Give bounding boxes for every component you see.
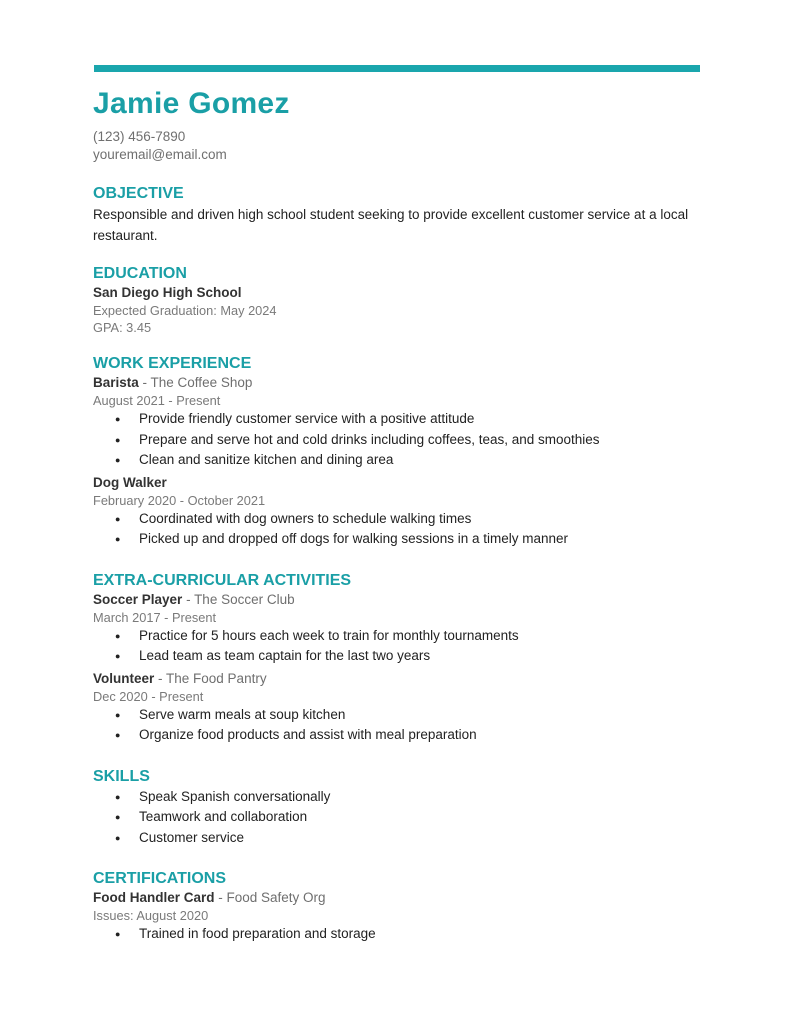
list-item: ● Trained in food preparation and storage (93, 924, 703, 945)
candidate-name: Jamie Gomez (93, 87, 290, 120)
job-title-line (93, 374, 703, 392)
certification-title-line (93, 889, 703, 907)
activity-title-line (93, 670, 703, 688)
section-title-skills: SKILLS (93, 767, 150, 785)
section-title-activities: EXTRA-CURRICULAR ACTIVITIES (93, 571, 352, 589)
list-item: ● Prepare and serve hot and cold drinks including coffees, teas, and smoothies (93, 430, 703, 451)
skills-list (93, 787, 703, 849)
job-role: Barista (93, 375, 139, 390)
list-item: ● Clean and sanitize kitchen and dining area (93, 450, 703, 471)
objective-section (93, 184, 703, 246)
certification-issued: Issues: August 2020 (93, 908, 209, 923)
activity-org: - The Food Pantry (154, 670, 267, 686)
activity-details (93, 705, 703, 746)
activities-section (93, 571, 703, 746)
list-item: ● Practice for 5 hours each week to train for monthly tournaments (93, 626, 703, 647)
list-item: ● Speak Spanish conversationally (93, 787, 703, 808)
job-dates: August 2021 - Present (93, 393, 221, 408)
list-item: ● Teamwork and collaboration (93, 807, 703, 828)
job-entry (93, 474, 703, 550)
resume-page (93, 86, 703, 945)
job-duties (93, 409, 703, 471)
list-item: ● Coordinated with dog owners to schedule walking times (93, 509, 703, 530)
skills-section (93, 767, 703, 849)
activity-details (93, 626, 703, 667)
list-item: ● Customer service (93, 828, 703, 849)
activity-title-line (93, 591, 703, 609)
activity-org: - The Soccer Club (182, 591, 295, 607)
job-role: Dog Walker (93, 474, 167, 490)
activity-dates: March 2017 - Present (93, 609, 217, 625)
job-employer: - The Coffee Shop (138, 375, 253, 390)
gpa: GPA: 3.45 (93, 320, 152, 335)
activity-dates: Dec 2020 - Present (93, 688, 204, 704)
section-title-objective: OBJECTIVE (93, 185, 184, 202)
section-title-work: WORK EXPERIENCE (93, 355, 252, 372)
activity-entry (93, 670, 703, 746)
activity-role: Volunteer (93, 670, 155, 686)
certification-entry (93, 889, 703, 945)
graduation-date: Expected Graduation: May 2024 (93, 303, 277, 318)
list-item: ● Lead team as team captain for the last two years (93, 646, 703, 667)
contact-phone: (123) 456-7890 (93, 129, 186, 144)
list-item: ● Picked up and dropped off dogs for walking sessions in a timely manner (93, 529, 703, 550)
contact-email: youremail@email.com (93, 147, 227, 162)
certification-details (93, 924, 703, 945)
section-title-education: EDUCATION (93, 265, 187, 282)
certification-name: Food Handler Card (93, 890, 215, 905)
certification-org: - Food Safety Org (214, 890, 326, 905)
job-dates: February 2020 - October 2021 (93, 492, 266, 508)
header-accent-bar (94, 65, 700, 72)
section-title-certifications: CERTIFICATIONS (93, 870, 227, 887)
list-item: ● Organize food products and assist with meal preparation (93, 725, 703, 746)
job-duties (93, 509, 703, 550)
list-item: ● Serve warm meals at soup kitchen (93, 705, 703, 726)
education-section (93, 264, 703, 336)
activity-entry (93, 591, 703, 667)
job-entry (93, 374, 703, 471)
activity-role: Soccer Player (93, 591, 183, 607)
work-experience-section (93, 354, 703, 550)
list-item: ● Provide friendly customer service with a positive attitude (93, 409, 703, 430)
school-name: San Diego High School (93, 285, 242, 300)
certifications-section (93, 869, 703, 945)
job-title-line (93, 474, 703, 492)
objective-text: Responsible and driven high school student seeking to provide excellent customer service at a local restaurant. (93, 207, 689, 243)
